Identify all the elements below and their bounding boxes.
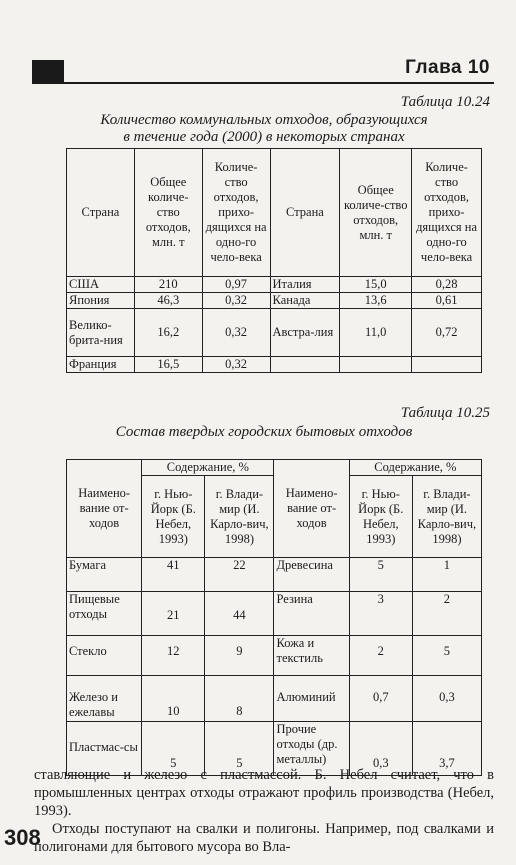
t2-cell: 3,7 (412, 722, 481, 776)
table-row (67, 676, 482, 722)
t1-cell: 46,3 (134, 293, 202, 309)
t2-cell: 2 (349, 636, 412, 676)
chapter-heading: Глава 10 (405, 57, 490, 78)
t1-header-country-left: Страна (67, 149, 135, 277)
t1-cell: Австра-лия (270, 309, 340, 357)
t2-header-vlad-right: г. Влади-мир (И. Карло-вич, 1998) (412, 476, 481, 558)
table1-title-line1: Количество коммунальных отходов, образующихся (100, 112, 428, 128)
t1-cell (412, 357, 482, 373)
table1-title-line2: в течение года (2000) в некоторых странах (123, 129, 405, 145)
table1-label: Таблица 10.24 (400, 94, 490, 110)
t2-cell: 1 (412, 558, 481, 592)
t1-cell: 0,97 (202, 277, 270, 293)
t2-cell: Стекло (67, 636, 142, 676)
t1-cell: 16,2 (134, 309, 202, 357)
t1-header-total-right: Общее количе-ство отходов, млн. т (340, 149, 412, 277)
t2-cell: Пищевые отходы (67, 592, 142, 636)
t2-cell: 2 (412, 592, 481, 636)
t1-header-total-left: Общее количе-ство отходов, млн. т (134, 149, 202, 277)
t2-cell: 5 (349, 558, 412, 592)
body-paragraph-2: Отходы поступают на свалки и полигоны. Например, под свалками и полигонами для бытового мусора во Вла- (34, 821, 494, 855)
t1-cell: 11,0 (340, 309, 412, 357)
t1-cell: 0,32 (202, 293, 270, 309)
table-row (67, 636, 482, 676)
page-number: 308 (4, 825, 41, 850)
t2-cell: 5 (412, 636, 481, 676)
table1 (66, 148, 482, 373)
t1-cell: 0,61 (412, 293, 482, 309)
t2-header-content-right: Содержание, % (349, 460, 481, 476)
table-row (67, 293, 482, 309)
t1-cell: 15,0 (340, 277, 412, 293)
t1-cell: 0,32 (202, 309, 270, 357)
table-row (67, 309, 482, 357)
t2-header-content-left: Содержание, % (142, 460, 274, 476)
t2-cell: 12 (142, 636, 205, 676)
t1-cell: США (67, 277, 135, 293)
t2-header-ny-left: г. Нью-Йорк (Б. Небел, 1993) (142, 476, 205, 558)
t2-cell: Алюминий (274, 676, 349, 722)
t1-header-per-capita-left: Количе-ство отходов, прихо-дящихся на одно-го чело-века (202, 149, 270, 277)
t2-cell: Пластмас-сы (67, 722, 142, 776)
t1-cell: 0,32 (202, 357, 270, 373)
table2-header-row-1 (67, 460, 482, 476)
t2-cell: 8 (205, 676, 274, 722)
t1-cell: Франция (67, 357, 135, 373)
t1-cell: Велико-брита-ния (67, 309, 135, 357)
t2-cell: 3 (349, 592, 412, 636)
t2-cell: 0,3 (349, 722, 412, 776)
t2-cell: 5 (205, 722, 274, 776)
t2-header-name-right: Наимено-вание от-ходов (274, 460, 349, 558)
table2-title: Состав твердых городских бытовых отходов (115, 424, 413, 440)
table1-title (34, 112, 494, 146)
t1-cell (340, 357, 412, 373)
table1-header-row (67, 149, 482, 277)
t1-header-per-capita-right: Количе-ство отходов, прихо-дящихся на одно-го чело-века (412, 149, 482, 277)
t1-cell: Италия (270, 277, 340, 293)
t2-cell: Прочие отходы (др. металлы) (274, 722, 349, 776)
t2-cell: Резина (274, 592, 349, 636)
table-row (67, 357, 482, 373)
t2-cell: 0,3 (412, 676, 481, 722)
t2-cell: 22 (205, 558, 274, 592)
t2-cell: Кожа и текстиль (274, 636, 349, 676)
t2-cell: Бумага (67, 558, 142, 592)
t2-header-vlad-left: г. Влади-мир (И. Карло-вич, 1998) (205, 476, 274, 558)
t2-header-name-left: Наимено-вание от-ходов (67, 460, 142, 558)
table-row (67, 592, 482, 636)
t1-cell: Канада (270, 293, 340, 309)
t2-header-ny-right: г. Нью-Йорк (Б. Небел, 1993) (349, 476, 412, 558)
t2-cell: 41 (142, 558, 205, 592)
table-row (67, 558, 482, 592)
t2-cell: Железо и ежелавы (67, 676, 142, 722)
table-row (67, 277, 482, 293)
t1-cell (270, 357, 340, 373)
t2-cell: 0,7 (349, 676, 412, 722)
table2 (66, 459, 482, 776)
header-black-bar (32, 60, 64, 82)
table2-label: Таблица 10.25 (400, 405, 490, 421)
t2-cell: 21 (142, 592, 205, 636)
t2-cell: 10 (142, 676, 205, 722)
t1-cell: 16,5 (134, 357, 202, 373)
t1-cell: 0,28 (412, 277, 482, 293)
t2-cell: 5 (142, 722, 205, 776)
t1-cell: 210 (134, 277, 202, 293)
t1-cell: Япония (67, 293, 135, 309)
t1-header-country-right: Страна (270, 149, 340, 277)
body-paragraph-1: ставляющие и железо с пластмассой. Б. Небел считает, что в промышленных центрах отходы отражают профиль производства (Небел, 1993). (34, 767, 494, 819)
t2-cell: Древесина (274, 558, 349, 592)
t1-cell: 0,72 (412, 309, 482, 357)
t1-cell: 13,6 (340, 293, 412, 309)
t2-cell: 9 (205, 636, 274, 676)
t2-cell: 44 (205, 592, 274, 636)
header-rule (32, 82, 494, 84)
